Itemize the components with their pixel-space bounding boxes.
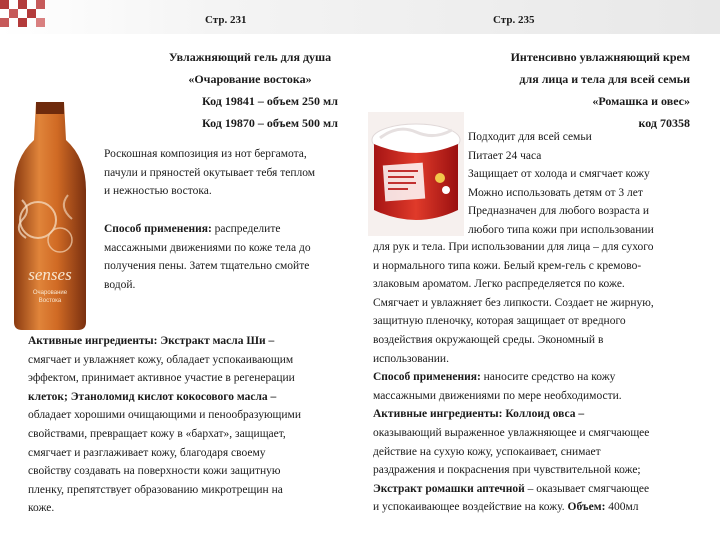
text-line: массажными движениями по коже тела до [104,241,311,254]
text-line [28,462,301,481]
right-title-line-4: код 70358 [638,116,690,130]
plain-text: действие на сухую кожу, успокаивает, снимает [373,445,601,458]
right-body [373,238,654,517]
plain-text: воздействия окружающей среды. Экономный в [373,333,604,346]
bullet-item: Защищает от холода и смягчает кожу [468,168,650,181]
plain-text: свойствами, превращает кожу в «бархат», защищает, [28,427,286,440]
plain-text: коже. [28,502,55,515]
text-line [373,405,654,424]
usage-label: Способ применения: [104,223,212,235]
plain-text: обладает хорошими очищающими и пенообразующими [28,409,301,422]
text-line [373,498,654,517]
text-line [373,350,654,369]
plain-text: массажными движениями по мере необходимости. [373,389,622,402]
text-line [28,388,301,407]
plain-text: защитную пленочку, которая защищает от вредного [373,315,626,328]
page-number-left: Стр. 231 [205,14,247,26]
shower-gel-bottle-image [8,100,92,332]
plain-text: – оказывает смягчающее [524,482,650,495]
text-line [28,332,301,351]
plain-text: и нормального типа кожи. Белый крем-гель с кремово- [373,259,642,272]
text-line [373,294,654,313]
text-line [373,443,654,462]
text-line [104,220,311,239]
plain-text: свойству создавать на поверхности кожи защитную [28,465,281,478]
bullet-item: любого типа кожи при использовании [468,223,654,236]
text-line [373,461,654,480]
text-line [28,481,301,500]
text-line: водой. [104,278,136,291]
page-number-right: Стр. 235 [493,14,535,26]
left-code-1: Код 19841 – объем 250 мл [202,94,338,108]
bottle-brand-text: senses [28,265,72,284]
text-line [373,368,654,387]
plain-text: наносите средство на кожу [480,371,616,384]
left-title-line-2: «Очарование востока» [188,72,312,86]
plain-text: смягчает и увлажняет кожу, обладает успокаивающим [28,353,294,366]
text-line [373,424,654,443]
text-line [373,275,654,294]
text-line: пачули и пряностей окутывает тебя теплом [104,166,316,179]
bold-text: Активные ингредиенты: Экстракт масла Ши – [28,335,275,347]
right-title-line-2: для лица и тела для всей семьи [519,72,690,86]
right-title-line-1: Интенсивно увлажняющий крем [510,50,690,64]
right-bullets [468,128,654,240]
bold-text: клеток; Этаноломид кислот кокосового масла – [28,390,277,403]
plain-text: смягчает и разглаживает кожу, благодаря своему [28,446,266,459]
text-line [373,257,654,276]
text-line: и нежностью востока. [104,185,212,198]
bullet-item: Предназначен для любого возраста и [468,205,650,218]
text-line: получения пены. Затем тщательно смойте [104,260,310,273]
text-line [373,387,654,406]
usage-text: распределите [211,223,281,235]
bullet-item: Можно использовать детям от 3 лет [468,186,643,199]
plain-text: и успокаивающее воздействие на кожу. [373,501,568,514]
bullet-item: Питает 24 часа [468,149,542,162]
bold-text: Экстракт ромашки аптечной [373,482,525,495]
bottle-sub-2: Востока [38,298,62,304]
bold-text: Способ применения: [373,371,481,384]
left-code-2: Код 19870 – объем 500 мл [202,116,338,130]
bullet-item: Подходит для всей семьи [468,131,592,143]
plain-text: использовании. [373,352,449,365]
text-line [373,480,654,499]
plain-text: для рук и тела. При использовании для лица – для сухого [373,241,654,253]
text-line [28,425,301,444]
text-line [28,444,301,463]
text-line [28,499,301,518]
right-title-line-3: «Ромашка и овес» [592,94,690,108]
plain-text: оказывающий выраженное увлажняющее и смягчающее [373,426,650,439]
header-bar [0,0,720,34]
text-line [373,238,654,257]
text-line [373,312,654,331]
checker-decoration [0,0,52,28]
plain-text: эффектом, принимает активное участие в регенерации [28,372,295,385]
plain-text: злаковым ароматом. Легко распределяется по коже. [373,278,625,291]
left-usage [104,220,311,294]
text-line [28,406,301,425]
left-description [104,145,315,201]
plain-text: пленку, препятствует образованию микротрещин на [28,483,283,496]
text-line [28,369,301,388]
text-line: Роскошная композиция из нот бергамота, [104,148,307,160]
left-active-ingredients [28,332,301,518]
left-title-line-1: Увлажняющий гель для душа [168,50,332,64]
bottle-sub-1: Очарование [32,290,68,296]
plain-text: Смягчает и увлажняет без липкости. Создает не жирную, [373,296,654,309]
text-line [28,351,301,370]
volume-value: 400мл [605,501,639,514]
volume-label: Объем: [567,501,606,514]
cream-jar-image [366,110,466,238]
bold-text: Активные ингредиенты: Коллоид овса – [373,408,585,421]
text-line [373,331,654,350]
plain-text: раздражения и покраснения при чувствительной коже; [373,464,641,477]
